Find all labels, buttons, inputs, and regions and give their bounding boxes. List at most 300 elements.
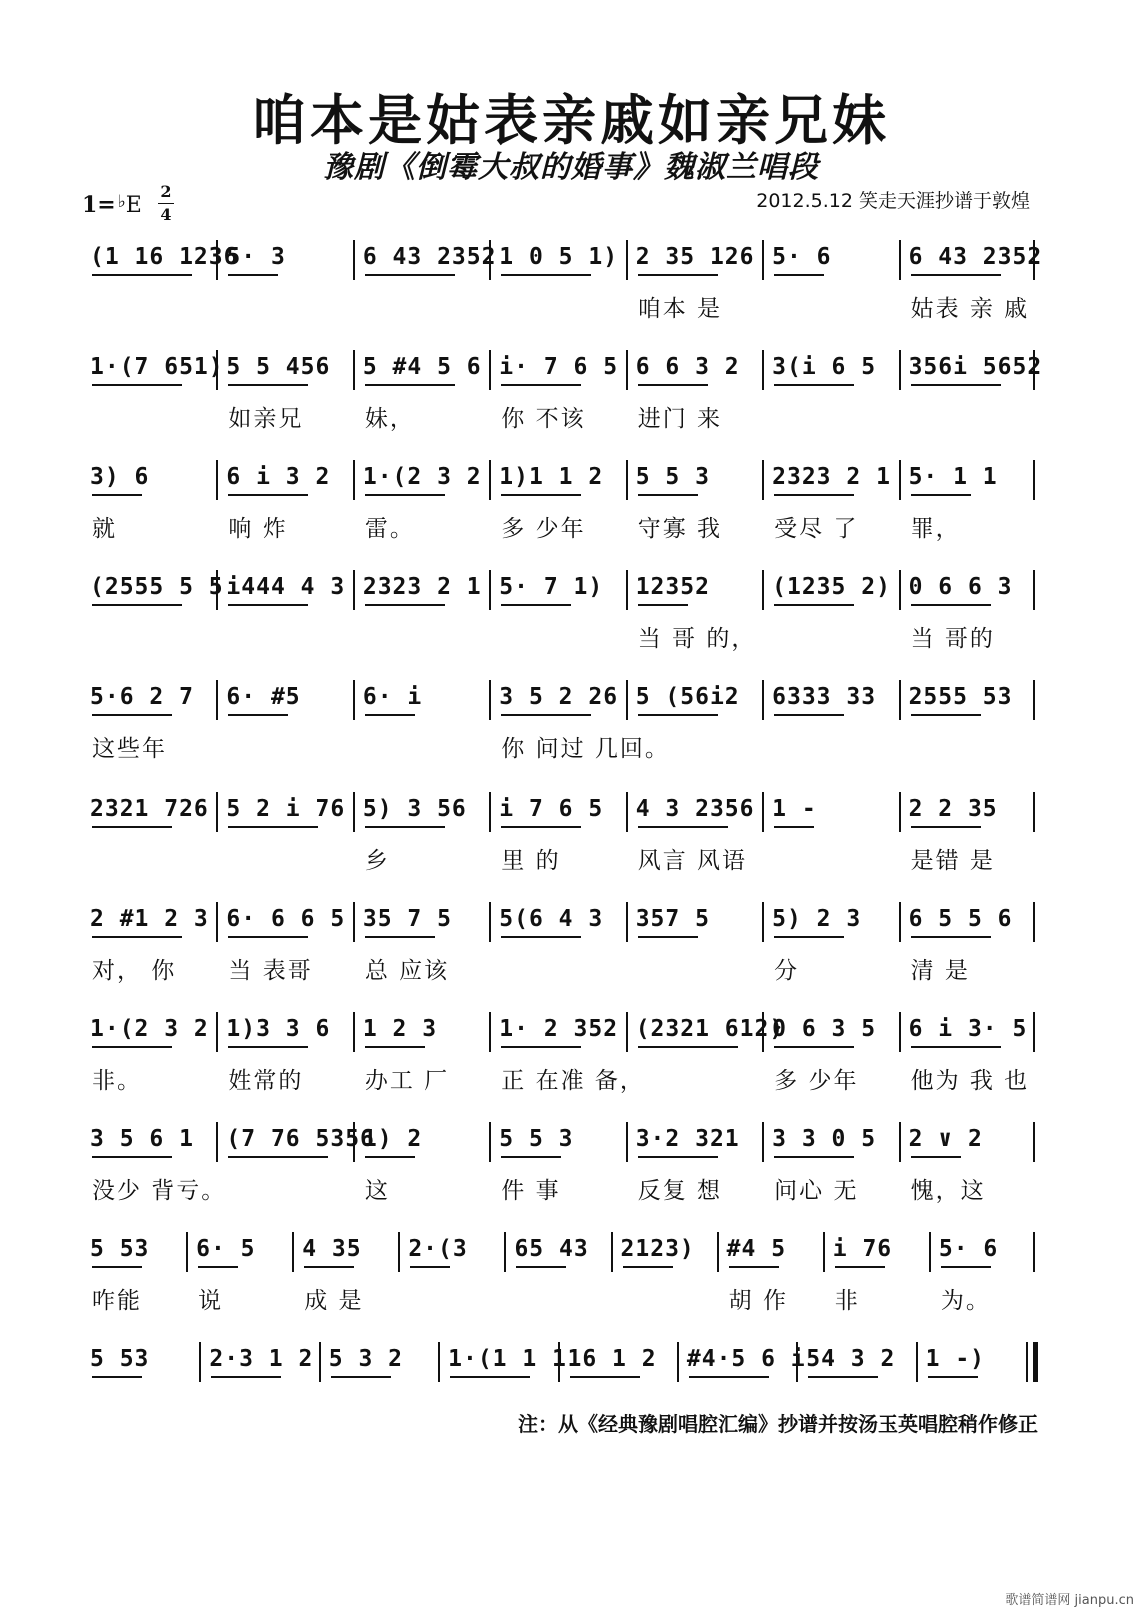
lyric: 成 是	[304, 1288, 364, 1314]
lyrics-line	[80, 1282, 1040, 1322]
barline	[1033, 680, 1035, 720]
lyric: 里 的	[501, 848, 561, 874]
lyric: 当 哥 的，	[637, 626, 757, 652]
barline	[823, 1232, 825, 1272]
beam-underline	[808, 1376, 878, 1378]
measure: 1) 2	[362, 1126, 423, 1152]
barline	[929, 1232, 931, 1272]
lyric: 响 炸	[228, 516, 288, 542]
measure: 5· 6	[772, 244, 832, 270]
measure: 5 2 i 76	[226, 796, 346, 822]
lyric: 对， 你	[92, 958, 177, 984]
lyrics-line	[80, 400, 1040, 440]
lyric: 雷。	[364, 516, 415, 542]
barline	[762, 350, 764, 390]
beam-underline	[501, 384, 581, 386]
staff-row	[80, 1010, 1040, 1118]
beam-underline	[410, 1266, 450, 1268]
barline	[216, 680, 218, 720]
beam-underline	[774, 826, 814, 828]
barline	[216, 792, 218, 832]
barline	[762, 1122, 764, 1162]
lyric: 罪，	[910, 516, 961, 542]
beam-underline	[638, 1046, 738, 1048]
beam-underline	[365, 936, 435, 938]
beam-underline	[365, 274, 455, 276]
measure: 2323 2 1	[362, 574, 482, 600]
lyric: 咱本 是	[637, 296, 723, 322]
measure: 1)1 1 2	[499, 464, 604, 490]
beam-underline	[228, 1046, 308, 1048]
footnote: 注：从《经典豫剧唱腔汇编》抄谱并按汤玉英唱腔稍作修正	[518, 1412, 1038, 1436]
measure: (2321 612)	[635, 1016, 785, 1042]
measure: 3 3 0 5	[772, 1126, 877, 1152]
staff-row	[80, 900, 1040, 1008]
measure: (7 76 5356	[226, 1126, 375, 1152]
staff-row	[80, 458, 1040, 566]
beam-underline	[835, 1266, 885, 1268]
barline	[319, 1342, 321, 1382]
beam-underline	[774, 274, 824, 276]
beam-underline	[92, 826, 172, 828]
page-subtitle: 豫剧《倒霉大叔的婚事》魏淑兰唱段	[323, 150, 819, 185]
lyric: 说	[198, 1288, 224, 1314]
beam-underline	[911, 274, 1001, 276]
beam-underline	[774, 714, 844, 716]
notation-line	[80, 1230, 1040, 1280]
notation-line	[80, 1010, 1040, 1060]
lyrics-line	[80, 952, 1040, 992]
lyrics-line	[80, 1062, 1040, 1102]
beam-underline	[198, 1266, 238, 1268]
measure: 5· 1 1	[908, 464, 998, 490]
measure: i· 7 6 5	[499, 354, 619, 380]
measure: 5· 3	[226, 244, 286, 270]
barline	[626, 902, 628, 942]
barline	[489, 1012, 491, 1052]
barline	[899, 902, 901, 942]
lyric: 如亲兄	[228, 406, 304, 432]
lyric: 就	[92, 516, 117, 542]
barline	[899, 792, 901, 832]
lyric: 没少 背亏。	[92, 1178, 227, 1204]
lyrics-line	[80, 730, 1040, 770]
measure: 2123)	[620, 1236, 695, 1262]
measure: i 7 6 5	[499, 796, 604, 822]
barline	[353, 460, 355, 500]
measure: 5·6 2 7	[90, 684, 194, 710]
beam-underline	[638, 936, 698, 938]
measure: 6 i 3 2	[226, 464, 331, 490]
beam-underline	[501, 494, 581, 496]
beam-underline	[365, 714, 415, 716]
measure: 356i 5652	[908, 354, 1043, 380]
beam-underline	[501, 1046, 581, 1048]
lyric: 是错 是	[910, 848, 995, 874]
barline	[504, 1232, 506, 1272]
beam-underline	[92, 274, 192, 276]
beam-underline	[638, 384, 708, 386]
measure: 6· #5	[226, 684, 301, 710]
barline	[717, 1232, 719, 1272]
beam-underline	[228, 936, 308, 938]
measure: 6 i 3· 5	[908, 1016, 1028, 1042]
measure: 5) 2 3	[772, 906, 862, 932]
barline	[626, 570, 628, 610]
notation-line	[80, 458, 1040, 508]
measure: 1·(2 3 2	[90, 1016, 209, 1042]
measure: 5 5 456	[226, 354, 331, 380]
beam-underline	[774, 1156, 854, 1158]
measure: (1 16 1236	[90, 244, 239, 270]
lyric: 为。	[940, 1288, 991, 1314]
barline	[1033, 1232, 1035, 1272]
barline	[353, 570, 355, 610]
final-barline	[1033, 1342, 1038, 1382]
key-prefix: 1=	[82, 192, 116, 218]
lyric: 他为 我 也	[910, 1068, 1030, 1094]
beam-underline	[501, 936, 581, 938]
barline	[292, 1232, 294, 1272]
measure: 1 2 3	[362, 1016, 438, 1042]
barline	[558, 1342, 560, 1382]
measure: 4 35	[302, 1236, 362, 1262]
beam-underline	[92, 714, 172, 716]
measure: 5· 7 1)	[499, 574, 604, 600]
lyric: 件 事	[501, 1178, 561, 1204]
beam-underline	[92, 936, 182, 938]
lyrics-line	[80, 290, 1040, 330]
beam-underline	[501, 604, 571, 606]
beam-underline	[623, 1266, 673, 1268]
beam-underline	[911, 1046, 1001, 1048]
measure: 2 2 35	[908, 796, 998, 822]
beam-underline	[774, 384, 854, 386]
beam-underline	[638, 604, 688, 606]
barline	[353, 680, 355, 720]
measure: 1·(1 1 1	[448, 1346, 567, 1372]
barline	[626, 1122, 628, 1162]
measure: 0 6 3 5	[772, 1016, 877, 1042]
barline	[1033, 240, 1035, 280]
measure: 1)3 3 6	[226, 1016, 331, 1042]
key-signature	[82, 192, 142, 218]
measure: 5· 6	[938, 1236, 999, 1262]
beam-underline	[501, 1156, 561, 1158]
beam-underline	[774, 936, 844, 938]
beam-underline	[774, 604, 854, 606]
staff-row	[80, 238, 1043, 346]
beam-underline	[501, 274, 591, 276]
beam-underline	[92, 1156, 172, 1158]
barline	[216, 1012, 218, 1052]
beam-underline	[228, 604, 308, 606]
measure: 6· 5	[196, 1236, 256, 1262]
meter-bottom: 4	[160, 205, 172, 224]
barline	[762, 902, 764, 942]
measure: 6 43 2352	[908, 244, 1043, 270]
measure: 1· 2 352	[499, 1016, 619, 1042]
beam-underline	[92, 604, 182, 606]
barline	[899, 460, 901, 500]
barline	[199, 1342, 201, 1382]
barline	[626, 792, 628, 832]
barline	[899, 240, 901, 280]
beam-underline	[689, 1376, 769, 1378]
measure: 1 -)	[925, 1346, 986, 1372]
measure: 3 5 6 1	[90, 1126, 194, 1152]
barline	[489, 680, 491, 720]
beam-underline	[92, 1046, 172, 1048]
lyric: 非。	[92, 1068, 142, 1094]
barline	[916, 1342, 918, 1382]
lyric: 总 应该	[364, 958, 450, 984]
staff-row	[80, 678, 1040, 786]
barline	[626, 680, 628, 720]
measure: 2·3 1 2	[209, 1346, 314, 1372]
beam-underline	[92, 494, 142, 496]
staff-row	[80, 348, 1043, 456]
measure: 5(6 4 3	[499, 906, 604, 932]
barline	[762, 1012, 764, 1052]
lyric: 守寡 我	[637, 516, 723, 542]
barline	[489, 902, 491, 942]
barline	[216, 570, 218, 610]
measure: 2·(3	[408, 1236, 468, 1262]
lyric: 问心 无	[774, 1178, 859, 1204]
beam-underline	[228, 826, 318, 828]
beam-underline	[501, 826, 581, 828]
barline	[438, 1342, 440, 1382]
measure: 54 3 2	[806, 1346, 896, 1372]
measure: 1·(7 651)	[90, 354, 224, 380]
measure: 2323 2 1	[772, 464, 891, 490]
lyric: 乡	[364, 848, 390, 874]
barline	[353, 350, 355, 390]
beam-underline	[774, 494, 854, 496]
beam-underline	[638, 826, 728, 828]
lyric: 这些年	[92, 736, 167, 762]
barline	[1033, 1122, 1035, 1162]
measure: 6 43 2352	[362, 244, 497, 270]
barline	[899, 1012, 901, 1052]
barline	[1033, 902, 1035, 942]
measure: 0 6 6 3	[908, 574, 1013, 600]
lyric: 办工 厂	[364, 1068, 450, 1094]
barline	[216, 902, 218, 942]
flat-symbol: ♭	[117, 192, 126, 212]
beam-underline	[911, 604, 991, 606]
measure: 12352	[635, 574, 710, 600]
beam-underline	[228, 1156, 328, 1158]
beam-underline	[928, 1376, 978, 1378]
measure: 4 3 2356	[635, 796, 755, 822]
beam-underline	[365, 1156, 415, 1158]
lyric: 胡 作	[728, 1288, 788, 1314]
measure: 35 7 5	[362, 906, 452, 932]
lyrics-line	[80, 1172, 1040, 1212]
beam-underline	[729, 1266, 779, 1268]
staff-row	[80, 1120, 1040, 1228]
notation-line	[80, 568, 1040, 618]
beam-underline	[911, 1156, 961, 1158]
beam-underline	[365, 826, 445, 828]
barline	[489, 792, 491, 832]
barline	[1033, 792, 1035, 832]
barline	[899, 350, 901, 390]
lyric: 姑表 亲 戚	[910, 296, 1030, 322]
barline	[216, 350, 218, 390]
measure: 6· i	[362, 684, 423, 710]
measure: i444 4 3	[226, 574, 346, 600]
beam-underline	[911, 494, 971, 496]
beam-underline	[228, 494, 308, 496]
barline	[353, 792, 355, 832]
barline	[677, 1342, 679, 1382]
beam-underline	[516, 1266, 566, 1268]
beam-underline	[211, 1376, 281, 1378]
beam-underline	[228, 274, 278, 276]
measure: 3·2 321	[635, 1126, 740, 1152]
barline	[489, 570, 491, 610]
barline	[762, 240, 764, 280]
lyric: 风言 风语	[637, 848, 748, 874]
measure: #4·5 6 i	[686, 1346, 806, 1372]
beam-underline	[638, 1156, 718, 1158]
lyric: 当 表哥	[228, 958, 313, 984]
measure: 6333 33	[772, 684, 877, 710]
beam-underline	[941, 1266, 991, 1268]
lyric: 多 少年	[774, 1068, 859, 1094]
measure: 1 0 5 1)	[499, 244, 619, 270]
barline	[899, 1122, 901, 1162]
beam-underline	[638, 494, 698, 496]
notation-line	[80, 348, 1043, 398]
beam-underline	[501, 714, 591, 716]
final-barline-thin	[1026, 1342, 1028, 1382]
beam-underline	[911, 936, 991, 938]
barline	[1033, 350, 1035, 390]
lyric: 当 哥的	[910, 626, 995, 652]
beam-underline	[638, 714, 718, 716]
measure: 5 53	[90, 1236, 150, 1262]
barline	[626, 350, 628, 390]
barline	[796, 1342, 798, 1382]
measure: 2321 726	[90, 796, 209, 822]
notation-line	[80, 1340, 1040, 1390]
barline	[762, 570, 764, 610]
lyric: 姓常的	[228, 1068, 304, 1094]
barline	[899, 680, 901, 720]
beam-underline	[911, 714, 981, 716]
measure: 16 1 2	[567, 1346, 657, 1372]
barline	[1033, 1012, 1035, 1052]
measure: 2 ∨ 2	[908, 1126, 983, 1152]
barline	[762, 680, 764, 720]
measure: 357 5	[635, 906, 710, 932]
barline	[611, 1232, 613, 1272]
measure: 3) 6	[90, 464, 150, 490]
barline	[1033, 460, 1035, 500]
measure: 5 3 2	[328, 1346, 403, 1372]
barline	[353, 240, 355, 280]
beam-underline	[570, 1376, 640, 1378]
barline	[216, 240, 218, 280]
page-title: 咱本是姑表亲戚如亲兄妹	[252, 88, 890, 152]
notation-line	[80, 678, 1040, 728]
lyric: 反复 想	[637, 1178, 723, 1204]
beam-underline	[331, 1376, 391, 1378]
beam-underline	[774, 1046, 854, 1048]
lyric: 受尽 了	[774, 516, 859, 542]
measure: #4 5	[726, 1236, 787, 1262]
barline	[1033, 570, 1035, 610]
staff-row	[80, 1230, 1040, 1338]
measure: 1·(2 3 2	[362, 464, 482, 490]
lyric: 这	[364, 1178, 390, 1204]
lyric: 进门 来	[637, 406, 723, 432]
barline	[216, 1122, 218, 1162]
barline	[762, 460, 764, 500]
measure: i 76	[832, 1236, 893, 1262]
barline	[762, 792, 764, 832]
beam-underline	[365, 1046, 425, 1048]
barline	[626, 240, 628, 280]
beam-underline	[92, 1376, 142, 1378]
lyric: 你 问过 几回。	[501, 736, 670, 762]
barline	[489, 1122, 491, 1162]
lyric: 非	[834, 1288, 860, 1314]
lyric: 咋能	[92, 1288, 142, 1314]
measure: 2 35 126	[635, 244, 755, 270]
barline	[626, 460, 628, 500]
time-signature	[158, 182, 174, 225]
measure: 6 6 3 2	[635, 354, 740, 380]
notation-line	[80, 238, 1043, 288]
measure: 65 43	[514, 1236, 589, 1262]
beam-underline	[228, 714, 288, 716]
measure: 1 -	[772, 796, 817, 822]
barline	[353, 1122, 355, 1162]
measure: 5 #4 5 6	[362, 354, 482, 380]
measure: 5 53	[90, 1346, 150, 1372]
beam-underline	[304, 1266, 354, 1268]
notation-line	[80, 1120, 1040, 1170]
measure: 3(i 6 5	[772, 354, 877, 380]
beam-underline	[911, 826, 981, 828]
transcriber-credit: 2012.5.12 笑走天涯抄谱于敦煌	[756, 190, 1030, 212]
beam-underline	[365, 494, 445, 496]
lyric: 多 少年	[501, 516, 586, 542]
barline	[216, 460, 218, 500]
measure: 5 5 3	[499, 1126, 574, 1152]
lyric: 愧，这	[910, 1178, 986, 1204]
barline	[626, 1012, 628, 1052]
beam-underline	[911, 384, 1001, 386]
watermark: 歌谱简谱网 jianpu.cn	[1005, 1593, 1134, 1608]
measure: 6 5 5 6	[908, 906, 1013, 932]
barline	[489, 240, 491, 280]
lyrics-line	[80, 620, 1040, 660]
barline	[353, 902, 355, 942]
barline	[489, 460, 491, 500]
beam-underline	[92, 384, 182, 386]
measure: 2 #1 2 3	[90, 906, 209, 932]
lyric: 分	[774, 958, 800, 984]
lyric: 正 在准 备，	[501, 1068, 645, 1094]
lyric: 你 不该	[501, 406, 586, 432]
lyrics-line	[80, 842, 1040, 882]
